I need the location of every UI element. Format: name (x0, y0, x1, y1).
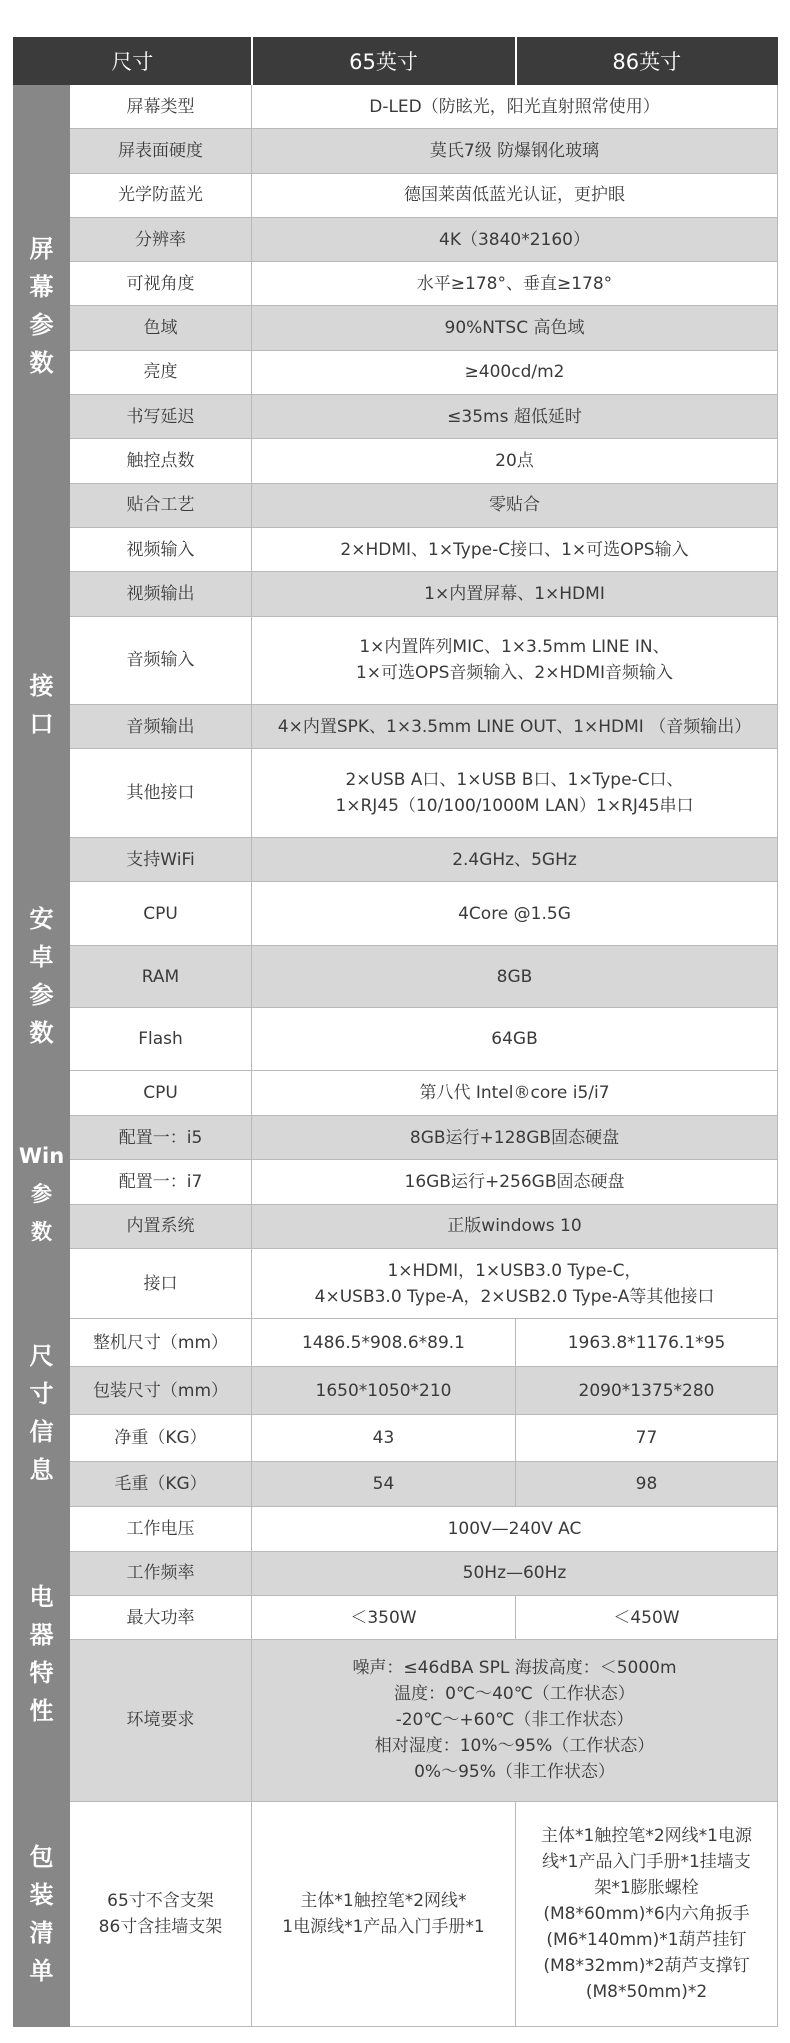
spec-value: ≤35ms 超低延时 (252, 395, 778, 439)
spec-row (14, 749, 778, 838)
section-title-interface: 接 口 (14, 527, 70, 881)
spec-value: D-LED（防眩光，阳光直射照常使用） (252, 85, 778, 129)
spec-row (14, 946, 778, 1008)
spec-row (14, 173, 778, 217)
spec-row (14, 1367, 778, 1415)
spec-row (14, 527, 778, 571)
section-title-package: 包 装 清 单 (14, 1801, 70, 2026)
spec-value: 水平≥178°、垂直≥178° (252, 262, 778, 306)
spec-row (14, 350, 778, 394)
spec-label: 视频输入 (70, 527, 252, 571)
spec-row (14, 1461, 778, 1506)
spec-value-86: 98 (516, 1461, 778, 1506)
spec-value-86: 77 (516, 1415, 778, 1462)
header-65: 65英寸 (252, 38, 516, 85)
spec-value: 2×HDMI、1×Type-C接口、1×可选OPS输入 (252, 527, 778, 571)
spec-value: 4Core @1.5G (252, 882, 778, 946)
spec-value-65: 43 (252, 1415, 516, 1462)
section-title-display: 屏 幕 参 数 (14, 85, 70, 528)
spec-label: 书写延迟 (70, 395, 252, 439)
spec-label: 光学防蓝光 (70, 173, 252, 217)
spec-label: 工作电压 (70, 1507, 252, 1551)
spec-row (14, 1204, 778, 1248)
spec-row (14, 1551, 778, 1595)
spec-value-65: 1650*1050*210 (252, 1367, 516, 1415)
section-title-electrical: 电 器 特 性 (14, 1507, 70, 1801)
spec-row (14, 395, 778, 439)
spec-row (14, 1801, 778, 2026)
spec-value: 50Hz—60Hz (252, 1551, 778, 1595)
spec-row (14, 705, 778, 749)
spec-value-65: 54 (252, 1461, 516, 1506)
spec-label: 其他接口 (70, 749, 252, 838)
spec-value: 2.4GHz、5GHz (252, 838, 778, 882)
spec-value: 1×内置阵列MIC、1×3.5mm LINE IN、 1×可选OPS音频输入、2×HDMI音频输入 (252, 616, 778, 705)
spec-label: 色域 (70, 306, 252, 350)
spec-label: 毛重（KG） (70, 1461, 252, 1506)
spec-value: 1×内置屏幕、1×HDMI (252, 572, 778, 616)
spec-label: 可视角度 (70, 262, 252, 306)
spec-row (14, 306, 778, 350)
spec-row (14, 1596, 778, 1640)
spec-row (14, 262, 778, 306)
spec-label: 配置一：i5 (70, 1116, 252, 1160)
spec-value-65: 1486.5*908.6*89.1 (252, 1319, 516, 1367)
spec-label: 配置一：i7 (70, 1160, 252, 1204)
spec-value-65: ＜350W (252, 1596, 516, 1640)
spec-value-86: 1963.8*1176.1*95 (516, 1319, 778, 1367)
spec-label: 音频输出 (70, 705, 252, 749)
spec-label: RAM (70, 946, 252, 1008)
spec-row (14, 1249, 778, 1319)
spec-value-65: 主体*1触控笔*2网线* 1电源线*1产品入门手册*1 (252, 1801, 516, 2026)
section-title-android: 安 卓 参 数 (14, 882, 70, 1070)
spec-label: 整机尺寸（mm） (70, 1319, 252, 1367)
spec-row (14, 838, 778, 882)
spec-label: 包装尺寸（mm） (70, 1367, 252, 1415)
spec-value-86: 2090*1375*280 (516, 1367, 778, 1415)
spec-value: 德国莱茵低蓝光认证，更护眼 (252, 173, 778, 217)
spec-row (14, 1116, 778, 1160)
spec-row (14, 1070, 778, 1116)
spec-value: 64GB (252, 1008, 778, 1070)
spec-value-86: ＜450W (516, 1596, 778, 1640)
spec-row (14, 1640, 778, 1801)
section-title-size: 尺 寸 信 息 (14, 1319, 70, 1507)
spec-label: CPU (70, 882, 252, 946)
spec-row (14, 85, 778, 129)
spec-row (14, 1319, 778, 1367)
spec-label: 贴合工艺 (70, 483, 252, 527)
spec-label: CPU (70, 1070, 252, 1116)
spec-value: 噪声：≤46dBA SPL 海拔高度：＜5000m 温度：0℃～40℃（工作状态） -20℃～+60℃（非工作状态） 相对湿度：10%～95%（工作状态） 0%～95%（非工作状态） (252, 1640, 778, 1801)
spec-label: 接口 (70, 1249, 252, 1319)
spec-label: 音频输入 (70, 616, 252, 705)
section-title-win: Win 参 数 (14, 1070, 70, 1319)
spec-value: 8GB运行+128GB固态硬盘 (252, 1116, 778, 1160)
spec-label: 亮度 (70, 350, 252, 394)
spec-row (14, 1415, 778, 1462)
spec-label: Flash (70, 1008, 252, 1070)
spec-value-86: 主体*1触控笔*2网线*1电源 线*1产品入门手册*1挂墙支 架*1膨胀螺栓 (M8*60mm)*6内六角扳手 (M6*140mm)*1葫芦挂钉 (M8*32mm)*2葫芦支撑钉 (M8*50mm)*2 (516, 1801, 778, 2026)
spec-value: 90%NTSC 高色域 (252, 306, 778, 350)
header-86: 86英寸 (516, 38, 778, 85)
spec-label: 内置系统 (70, 1204, 252, 1248)
spec-row (14, 1008, 778, 1070)
spec-value: 1×HDMI，1×USB3.0 Type-C， 4×USB3.0 Type-A，2×USB2.0 Type-A等其他接口 (252, 1249, 778, 1319)
spec-value: 2×USB A口、1×USB B口、1×Type-C口、 1×RJ45（10/100/1000M LAN）1×RJ45串口 (252, 749, 778, 838)
spec-value: 100V—240V AC (252, 1507, 778, 1551)
spec-row (14, 882, 778, 946)
spec-value: 20点 (252, 439, 778, 483)
spec-table (13, 37, 778, 2027)
spec-row (14, 483, 778, 527)
spec-label: 最大功率 (70, 1596, 252, 1640)
header-row (14, 38, 778, 85)
spec-value: 4K（3840*2160） (252, 217, 778, 261)
spec-value: 8GB (252, 946, 778, 1008)
spec-value: 正版windows 10 (252, 1204, 778, 1248)
spec-label: 屏表面硬度 (70, 129, 252, 173)
spec-value: 零贴合 (252, 483, 778, 527)
spec-row (14, 439, 778, 483)
header-size: 尺寸 (14, 38, 252, 85)
spec-value: 第八代 Intel®core i5/i7 (252, 1070, 778, 1116)
spec-row (14, 129, 778, 173)
spec-value: 4×内置SPK、1×3.5mm LINE OUT、1×HDMI （音频输出） (252, 705, 778, 749)
spec-row (14, 1160, 778, 1204)
spec-row (14, 1507, 778, 1551)
spec-value: ≥400cd/m2 (252, 350, 778, 394)
spec-row (14, 217, 778, 261)
spec-value: 莫氏7级 防爆钢化玻璃 (252, 129, 778, 173)
spec-label: 65寸不含支架 86寸含挂墙支架 (70, 1801, 252, 2026)
spec-label: 支持WiFi (70, 838, 252, 882)
spec-row (14, 572, 778, 616)
spec-row (14, 616, 778, 705)
spec-label: 环境要求 (70, 1640, 252, 1801)
spec-label: 屏幕类型 (70, 85, 252, 129)
spec-label: 分辨率 (70, 217, 252, 261)
spec-label: 净重（KG） (70, 1415, 252, 1462)
spec-label: 视频输出 (70, 572, 252, 616)
spec-label: 工作频率 (70, 1551, 252, 1595)
spec-value: 16GB运行+256GB固态硬盘 (252, 1160, 778, 1204)
spec-label: 触控点数 (70, 439, 252, 483)
